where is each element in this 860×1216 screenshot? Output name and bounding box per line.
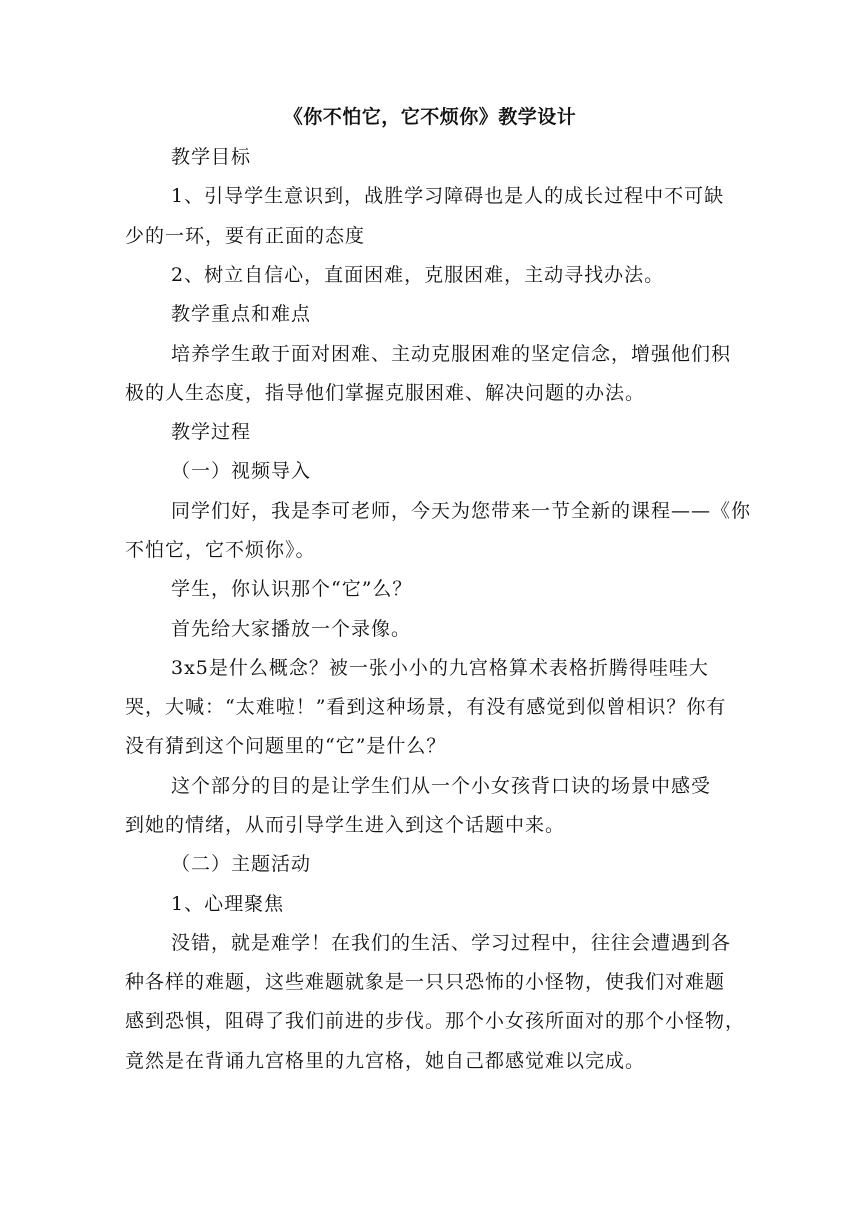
paragraph-line: 培养学生敢于面对困难、主动克服困难的坚定信念，增强他们积 bbox=[171, 343, 732, 365]
paragraph-line: 没错，就是难学！在我们的生活、学习过程中，往往会遭遇到各 bbox=[171, 932, 732, 954]
paragraph-line: 学生，你认识那个“它”么？ bbox=[171, 578, 413, 600]
paragraph-line: 不怕它，它不烦你》。 bbox=[125, 539, 316, 561]
paragraph-line: 极的人生态度，指导他们掌握克服困难、解决问题的办法。 bbox=[125, 382, 646, 404]
heading-key-points: 教学重点和难点 bbox=[171, 303, 312, 325]
paragraph-line: 同学们好，我是李可老师，今天为您带来一节全新的课程——《你 bbox=[171, 500, 752, 522]
section-heading-video-intro: （一）视频导入 bbox=[171, 460, 312, 482]
paragraph-line: 感到恐惧，阻碍了我们前进的步伐。那个小女孩所面对的那个小怪物， bbox=[125, 1010, 746, 1032]
heading-teaching-process: 教学过程 bbox=[171, 421, 252, 443]
document-title: 《你不怕它，它不烦你》教学设计 bbox=[283, 106, 577, 128]
subsection-heading-psych-focus: 1、心理聚焦 bbox=[171, 893, 285, 915]
paragraph-line: 竟然是在背诵九宫格里的九宫格，她自己都感觉难以完成。 bbox=[125, 1050, 646, 1072]
paragraph-line: 种各样的难题，这些难题就象是一只只恐怖的小怪物，使我们对难题 bbox=[125, 971, 726, 993]
section-heading-theme-activity: （二）主题活动 bbox=[171, 853, 312, 875]
heading-teaching-goals: 教学目标 bbox=[171, 146, 252, 168]
paragraph-line: 2、树立自信心，直面困难，克服困难，主动寻找办法。 bbox=[171, 264, 665, 286]
paragraph-line: 少的一环，要有正面的态度 bbox=[125, 225, 366, 247]
paragraph-line: 到她的情绪，从而引导学生进入到这个话题中来。 bbox=[125, 814, 566, 836]
paragraph-line: 1、引导学生意识到，战胜学习障碍也是人的成长过程中不可缺 bbox=[171, 185, 725, 207]
paragraph-line: 没有猜到这个问题里的“它”是什么？ bbox=[125, 735, 447, 757]
paragraph-line: 首先给大家播放一个录像。 bbox=[171, 618, 412, 640]
paragraph-line: 3x5是什么概念？被一张小小的九宫格算术表格折腾得哇哇大 bbox=[171, 657, 709, 679]
paragraph-line: 这个部分的目的是让学生们从一个小女孩背口诀的场景中感受 bbox=[171, 775, 712, 797]
paragraph-line: 哭，大喊：“太难啦！”看到这种场景，有没有感觉到似曾相识？你有 bbox=[125, 696, 727, 718]
